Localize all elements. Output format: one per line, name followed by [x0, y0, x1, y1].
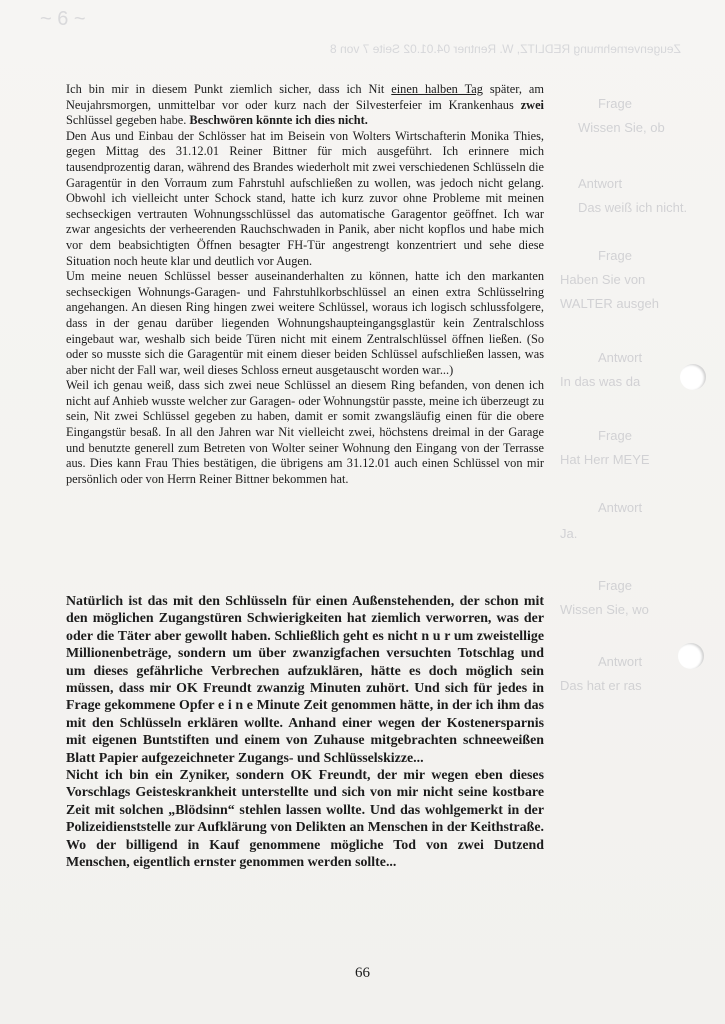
- underlined-text: einen halben Tag: [391, 82, 483, 96]
- bleed-through-line: Das hat er ras: [560, 678, 642, 693]
- punch-hole: [678, 643, 704, 669]
- page-number: 66: [355, 965, 370, 981]
- bleed-through-line: Antwort: [598, 350, 643, 365]
- bleed-through-header: Zeugenvernehmung REDLITZ, W. Rentner 04.01.02 Seite 7 von 8: [330, 42, 681, 56]
- paragraph: Weil ich genau weiß, dass sich zwei neue Schlüssel an diesem Ring befanden, von denen ich nicht auf Anhieb wusste welcher zur Garagen- oder Wohnungstür passte, meine ich überzeugt zu sein, Nit zwei Schlüssel gegeben zu haben, damit er somit zwangsläufig einen für die obere Eingangstür besaß. In all den Jahren war Nit vielleicht zwei, höchstens dreimal in der Garage und benutzte generell zum Betreten von Wolter seiner Wohnung den Eingang von der Terrasse aus. Dies kann Frau Thies bestätigen, die übrigens am 31.12.01 auch einen Schlüssel von mir persönlich oder von Herrn Reiner Bittner bekommen hat.: [66, 378, 544, 486]
- bleed-through-line: Wissen Sie, ob: [578, 120, 665, 135]
- bleed-through-line: Frage: [598, 248, 632, 263]
- bold-text: Beschwören könnte ich dies nicht.: [189, 113, 368, 128]
- body-text: [66, 82, 544, 487]
- bold-paragraph: Nicht ich bin ein Zyniker, sondern OK Freundt, der mir wegen eben dieses Vorschlags Geisteskrankheit unterstellte und sich von mir nicht seine kostbare Zeit mit solchen „Blödsinn“ stehlen lassen wollte. Und das wohlgemerkt in der Polizeidienststelle zur Aufklärung von Delikten an Menschen in der Keithstraße. Wo der billigend in Kauf genommene mögliche Tod von zwei Dutzend Menschen, eigentlich ernster genommen werden sollte...: [66, 768, 544, 871]
- text-run: Schlüssel gegeben habe.: [66, 113, 190, 128]
- text-run: später, am Neujahrsmorgen, unmittelbar vor oder kurz nach der Silvesterfeier im Krankenhaus: [66, 82, 544, 112]
- bleed-through-line: Antwort: [578, 176, 623, 191]
- bleed-through-line: Frage: [598, 428, 632, 443]
- bleed-through-line: Haben Sie von: [560, 272, 646, 287]
- bleed-through-line: Wissen Sie, wo: [560, 602, 649, 617]
- bleed-through-top: ~ 6 ~: [40, 8, 86, 30]
- bleed-through-line: Hat Herr MEYE: [560, 452, 650, 467]
- bleed-through-line: Das weiß ich nicht.: [578, 200, 688, 215]
- punch-hole: [680, 364, 706, 390]
- paragraph: Den Aus und Einbau der Schlösser hat im Beisein von Wolters Wirtschafterin Monika Thies, gegen Mittag des 31.12.01 Reiner Bittner für mich ausgeführt. Ich erinnere mich tausendprozentig daran, während des Brandes wiederholt mit zwei verschiedenen Schlüsseln die Garagentür in den Vorraum zum Fahrstuhl aufschließen zu wollen, was jedoch nicht gelang. Obwohl ich vielleicht unter Schock stand, hatte ich kurz zuvor ohne Probleme mit meinen sechseckigen vertrauten Wohnungsschlüssel das automatische Garagentor geöffnet. Ich war zwar angesichts der verheerenden Rauchschwaden in Panik, aber nicht kopflos und habe mich vor dem beabsichtigten Öffnen besagter FH-Tür angestrengt konzentriert und sehe diese Situation noch heute klar und deutlich vor Augen.: [66, 128, 544, 268]
- bleed-through-line: Ja.: [560, 526, 578, 541]
- bleed-through-line: Frage: [598, 96, 632, 111]
- paragraph: Um meine neuen Schlüssel besser auseinanderhalten zu können, hatte ich den markanten sechseckigen Wohnungs-Garagen- und Fahrstuhlkorbschlüssel an einen extra Schlüsselring angehangen. An diesen Ring hingen zwei weitere Schlüssel, woraus ich logisch schlussfolgere, dass in der genau darüber liegenden Wohnungshaupteingangsglastür kein Zentralschloss eingebaut war, weshalb sich beide Türen nicht mit einem Zentralschlüssel öffnen ließen. (So oder so musste sich die Garagentür mit einem dieser beiden Schlüssel aufschließen lassen, was aber nicht der Fall war, weil dieses Schloss erneut ausgetauscht worden war...): [66, 269, 544, 377]
- bleed-through-line: In das was da: [560, 374, 641, 389]
- bold-text: zwei: [520, 97, 544, 112]
- text-run: Ich bin mir in diesem Punkt ziemlich sicher, dass ich Nit: [66, 82, 392, 96]
- bleed-through-line: Antwort: [598, 500, 643, 515]
- bold-paragraph: Natürlich ist das mit den Schlüsseln für einen Außenstehenden, der schon mit den möglichen Zugangstüren Schwierigkeiten hat ziemlich verworren, was der oder die Täter aber gewollt haben. Schließlich geht es nicht n u r um zweistellige Millionenbeträge, sondern um über zwanzigfachen versuchten Totschlag und um dieses gefährliche Verbrechen aufzuklären, hätte es doch möglich sein müssen, dass mir OK Freundt zwanzig Minuten zuhört. Und sich für jedes in Frage gekommene Opfer e i n e Minute Zeit genommen hätte, in der ich ihm das mit den Schlüsseln erklären wollte. Anhand einer wegen der Kostenersparnis mit eigenen Buntstiften und einem von Zuhause mitgebrachten schneeweißen Blatt Papier aufgezeichneter Zugangs- und Schlüsselskizze...: [66, 594, 544, 766]
- paragraph: [66, 82, 544, 129]
- bleed-through-line: Frage: [598, 578, 632, 593]
- bold-section: [66, 593, 544, 872]
- bleed-through-line: Antwort: [598, 654, 643, 669]
- bleed-through-line: WALTER ausgeh: [560, 296, 659, 311]
